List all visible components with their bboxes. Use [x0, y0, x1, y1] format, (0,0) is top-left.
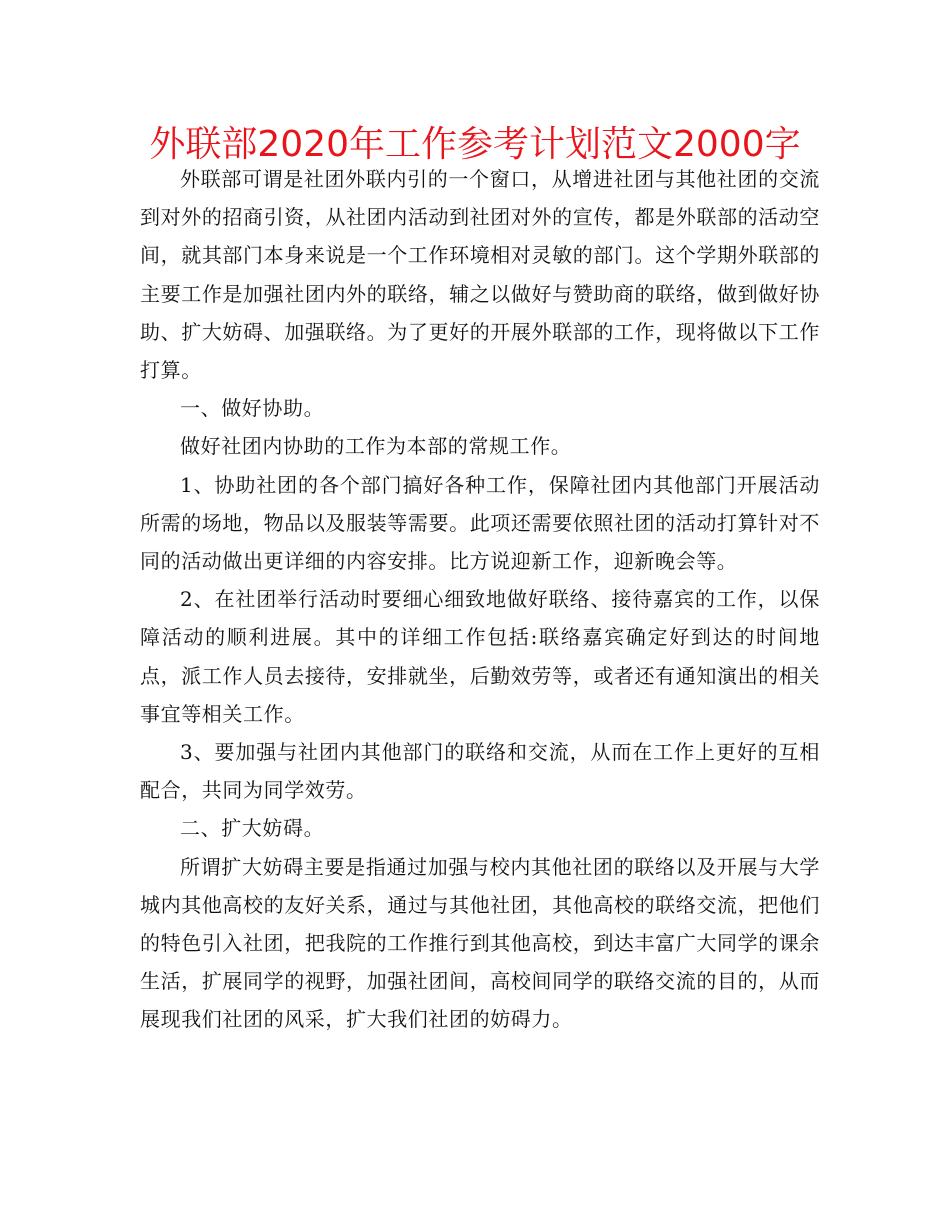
list-item: 3、要加强与社团内其他部门的联络和交流，从而在工作上更好的互相配合，共同为同学效劳。: [140, 740, 820, 803]
section-heading-2: 二、扩大妨碍。: [180, 816, 325, 841]
document-body: [140, 160, 820, 1039]
paragraph-intro: 外联部可谓是社团外联内引的一个窗口，从增进社团与其他社团的交流到对外的招商引资，从社团内活动到社团对外的宣传，都是外联部的活动空间，就其部门本身来说是一个工作环境相对灵敏的部门。这个学期外联部的主要工作是加强社团内外的联络，辅之以做好与赞助商的联络，做到做好协助、扩大妨碍、加强联络。为了更好的开展外联部的工作，现将做以下工作打算。: [140, 167, 820, 383]
list-item: 1、协助社团的各个部门搞好各种工作，保障社团内其他部门开展活动所需的场地，物品以及服装等需要。此项还需要依照社团的活动打算针对不同的活动做出更详细的内容安排。比方说迎新工作，迎新晚会等。: [140, 472, 820, 574]
list-item: 2、在社团举行活动时要细心细致地做好联络、接待嘉宾的工作，以保障活动的顺利进展。其中的详细工作包括:联络嘉宾确定好到达的时间地点，派工作人员去接待，安排就坐，后勤效劳等，或者还有通知演出的相关事宜等相关工作。: [140, 587, 820, 726]
section-heading-1: 一、做好协助。: [180, 396, 325, 421]
paragraph: 做好社团内协助的工作为本部的常规工作。: [180, 434, 572, 459]
document-title: 外联部2020年工作参考计划范文2000字: [149, 124, 801, 165]
paragraph: 所谓扩大妨碍主要是指通过加强与校内其他社团的联络以及开展与大学城内其他高校的友好关系，通过与其他社团，其他高校的联络交流，把他们的特色引入社团，把我院的工作推行到其他高校，到达丰富广大同学的课余生活，扩展同学的视野，加强社团间，高校间同学的联络交流的目的，从而展现我们社团的风采，扩大我们社团的妨碍力。: [140, 854, 820, 1032]
